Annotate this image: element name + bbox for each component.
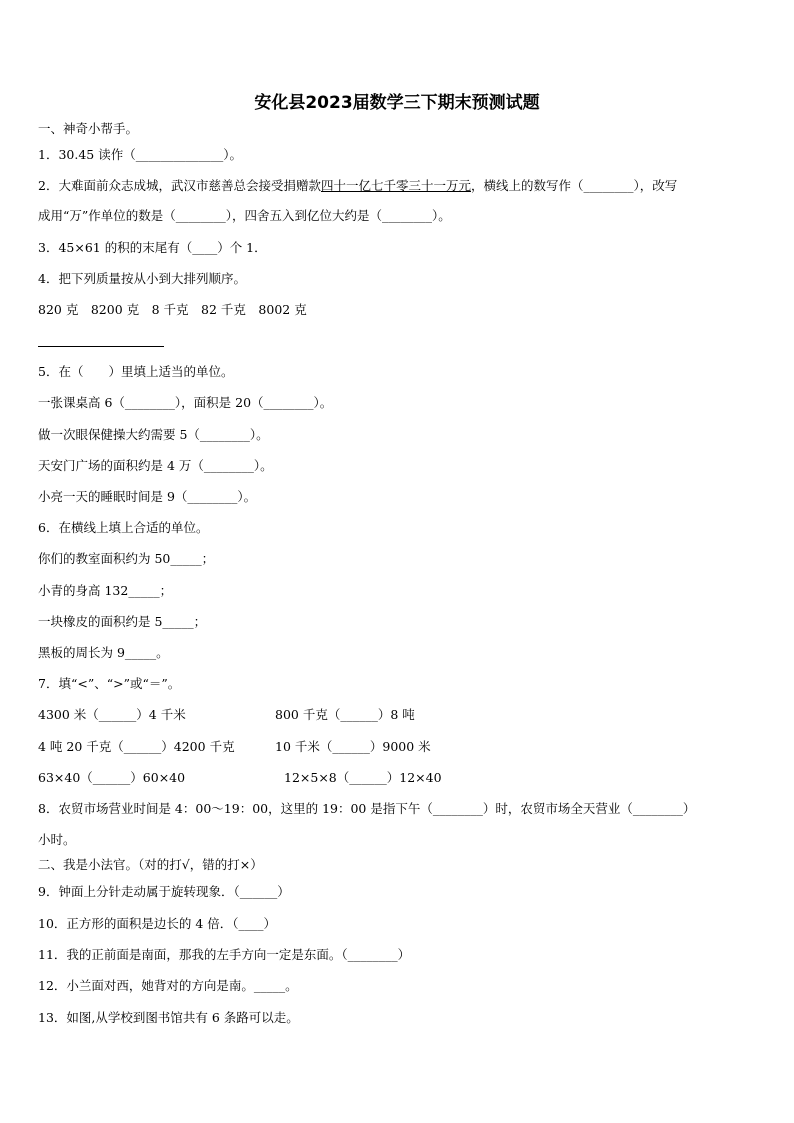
question-6-item-a: 你们的教室面积约为 50_____；: [38, 551, 215, 566]
question-5-item-b: 做一次眼保健操大约需要 5（________）。: [38, 427, 269, 442]
section-1-heading: 一、神奇小帮手。: [38, 121, 139, 136]
question-8: 8．农贸市场营业时间是 4：00～19：00，这里的 19：00 是指下午（________）时，农贸市场全天营业（________）: [38, 801, 696, 816]
question-7-row-2-left: 4 吨 20 千克（______）4200 千克: [38, 739, 235, 754]
question-5-item-c: 天安门广场的面积约是 4 万（________）。: [38, 458, 273, 473]
answer-line: [38, 346, 164, 347]
question-10: 10．正方形的面积是边长的 4 倍．（____）: [38, 916, 277, 931]
question-2-underlined-amount: 四十一亿七千零三十一万元: [320, 178, 471, 193]
question-5-item-d: 小亮一天的睡眠时间是 9（________）。: [38, 489, 257, 504]
question-7-row-1-right: 800 千克（______）8 吨: [275, 707, 415, 722]
question-13: 13．如图,从学校到图书馆共有 6 条路可以走。: [38, 1010, 299, 1025]
question-7-row-3-left: 63×40（______）60×40: [38, 770, 186, 785]
question-7-row-2-right: 10 千米（______）9000 米: [275, 739, 431, 754]
question-7-row-1-left: 4300 米（______）4 千米: [38, 707, 186, 722]
question-1: 1．30.45 读作（______________）。: [38, 147, 242, 162]
question-3: 3．45×61 的积的末尾有（____）个 1．: [38, 240, 267, 255]
question-6: 6．在横线上填上合适的单位。: [38, 520, 209, 535]
question-4: 4．把下列质量按从小到大排列顺序。: [38, 271, 246, 286]
page-title: 安化县2023届数学三下期末预测试题: [254, 93, 540, 113]
section-2-heading: 二、我是小法官。（对的打√，错的打×）: [38, 857, 263, 872]
question-6-item-b: 小青的身高 132_____；: [38, 583, 173, 598]
question-7-row-3-right: 12×5×8（______）12×40: [284, 770, 442, 785]
question-6-item-c: 一块橡皮的面积约是 5_____；: [38, 614, 207, 629]
question-2-line-2: 成用“万”作单位的数是（________），四舍五入到亿位大约是（________）。: [38, 208, 451, 223]
question-5: 5．在（ ）里填上适当的单位。: [38, 364, 234, 379]
question-4-items: 820 克 8200 克 8 千克 82 千克 8002 克: [38, 302, 307, 317]
question-2-line-1: [38, 178, 677, 194]
question-5-item-a: 一张课桌高 6（________），面积是 20（________）。: [38, 395, 333, 410]
question-7: 7．填“<”、“>”或“＝”。: [38, 676, 181, 691]
question-12: 12．小兰面对西，她背对的方向是南。_____。: [38, 978, 298, 993]
question-2-text-a: 2．大难面前众志成城，武汉市慈善总会接受捐赠款: [38, 178, 321, 193]
question-8-line-2: 小时。: [38, 832, 76, 847]
question-11: 11．我的正前面是南面，那我的左手方向一定是东面。（________）: [38, 947, 411, 962]
question-9: 9．钟面上分针走动属于旋转现象．（______）: [38, 884, 290, 899]
question-6-item-d: 黑板的周长为 9_____。: [38, 645, 169, 660]
question-2-text-b: ，横线上的数写作（________），改写: [470, 178, 678, 193]
